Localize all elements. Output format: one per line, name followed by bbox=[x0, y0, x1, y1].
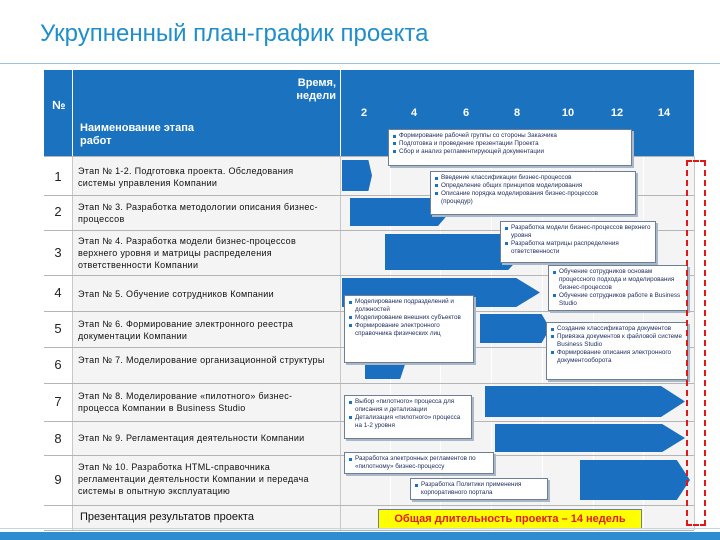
note-item: Определение общих принципов моделирования bbox=[435, 182, 631, 190]
stage-name: Этап № 1-2. Подготовка проекта. Обследования системы управления Компании bbox=[78, 166, 294, 188]
row-divider bbox=[44, 530, 694, 531]
row-number: 2 bbox=[54, 204, 62, 219]
gantt-bar bbox=[580, 460, 690, 500]
row-number: 5 bbox=[54, 321, 62, 336]
header-time-label: Время, недели bbox=[296, 77, 336, 102]
stage-note bbox=[344, 395, 472, 439]
note-item: Обучение сотрудников работе в Business Studio bbox=[553, 292, 683, 308]
note-item: Привязка документов к файловой системе Business Studio bbox=[551, 333, 683, 349]
gantt-bar bbox=[480, 314, 550, 343]
stage-note bbox=[546, 322, 688, 380]
week-label: 4 bbox=[410, 107, 418, 119]
footer-divider bbox=[0, 528, 720, 529]
note-item: Формирование рабочей группы со стороны Заказчика bbox=[393, 132, 627, 140]
stage-name: Этап № 9. Регламентация деятельности Компании bbox=[78, 433, 305, 443]
gantt-bar bbox=[495, 424, 685, 452]
note-item: Разработка электронных регламентов по «пилотному» бизнес-процессу bbox=[349, 455, 489, 471]
title-divider bbox=[0, 63, 720, 64]
note-item: Введение классификации бизнес-процессов bbox=[435, 174, 631, 182]
week-label: 2 bbox=[360, 107, 368, 119]
note-item: Разработка модели бизнес-процессов верхнего уровня bbox=[505, 224, 651, 240]
row-number: 7 bbox=[54, 394, 62, 409]
week-label: 6 bbox=[462, 107, 470, 119]
row-number: 3 bbox=[54, 245, 62, 260]
gantt-bar bbox=[342, 160, 372, 191]
slide-title: Укрупненный план-график проекта bbox=[40, 20, 429, 47]
row-number: 4 bbox=[54, 285, 62, 300]
note-item: Моделирование внешних субъектов bbox=[349, 314, 469, 322]
note-item: Обучение сотрудников основам процессного подхода и моделирования бизнес-процессов bbox=[553, 268, 683, 292]
stage-note bbox=[388, 129, 632, 166]
note-item: Сбор и анализ регламентирующей документации bbox=[393, 148, 627, 156]
stage-note bbox=[500, 221, 656, 263]
week-label: 8 bbox=[513, 107, 521, 119]
row-divider bbox=[44, 505, 694, 506]
stage-name: Этап № 8. Моделирование «пилотного» бизнес-процесса Компании в Business Studio bbox=[78, 391, 293, 413]
note-item: Разработка Политики применения корпоративного портала bbox=[415, 481, 543, 497]
header-separator bbox=[72, 70, 73, 156]
header-stage-label: Наименование этапа работ bbox=[80, 122, 194, 147]
stage-name: Этап № 3. Разработка методологии описания бизнес-процессов bbox=[78, 202, 318, 224]
stage-note bbox=[344, 452, 494, 474]
header-num-label: № bbox=[52, 98, 66, 112]
row-number: 9 bbox=[54, 472, 62, 487]
stage-note bbox=[410, 478, 548, 500]
stage-note bbox=[430, 171, 636, 215]
total-duration: Общая длительность проекта – 14 недель bbox=[378, 509, 642, 529]
note-item: Детализация «пилотного» процесса на 1-2 уровня bbox=[349, 414, 467, 430]
note-item: Описание порядка моделирования бизнес-процессов (процедур) bbox=[435, 190, 631, 206]
note-item: Подготовка и проведение презентации Проекта bbox=[393, 140, 627, 148]
grid-line bbox=[340, 156, 341, 530]
header-separator bbox=[340, 70, 341, 156]
note-item: Формирование описания электронного документооборота bbox=[551, 349, 683, 365]
row-number: 6 bbox=[54, 357, 62, 372]
final-stage-name: Презентация результатов проекта bbox=[80, 511, 254, 523]
gantt-bar bbox=[485, 386, 685, 417]
stage-name: Этап № 6. Формирование электронного реестра документации Компании bbox=[78, 319, 294, 341]
week-label: 10 bbox=[561, 107, 575, 119]
stage-note bbox=[344, 295, 474, 363]
footer-band bbox=[0, 532, 720, 540]
note-item: Создание классификатора документов bbox=[551, 325, 683, 333]
stage-name: Этап № 4. Разработка модели бизнес-процессов верхнего уровня и матрицы распределения ответственности Компании bbox=[78, 236, 297, 270]
week-label: 14 bbox=[657, 107, 671, 119]
week-label: 12 bbox=[610, 107, 624, 119]
stage-note bbox=[548, 265, 688, 311]
row-divider bbox=[44, 383, 694, 384]
final-week-highlight bbox=[686, 160, 706, 526]
note-item: Выбор «пилотного» процесса для описания и детализации bbox=[349, 398, 467, 414]
grid-line bbox=[72, 156, 73, 530]
row-number: 8 bbox=[54, 431, 62, 446]
note-item: Разработка матрицы распределения ответственности bbox=[505, 240, 651, 256]
row-number: 1 bbox=[54, 169, 62, 184]
note-item: Моделирование подразделений и должностей bbox=[349, 298, 469, 314]
stage-name: Этап № 10. Разработка HTML-справочника регламентации деятельности Компании и передача системы в опытную эксплуатацию bbox=[78, 462, 309, 496]
stage-name: Этап № 5. Обучение сотрудников Компании bbox=[78, 289, 274, 299]
note-item: Формирование электронного справочника физических лиц bbox=[349, 322, 469, 338]
stage-name: Этап № 7. Моделирование организационной структуры bbox=[78, 355, 325, 365]
